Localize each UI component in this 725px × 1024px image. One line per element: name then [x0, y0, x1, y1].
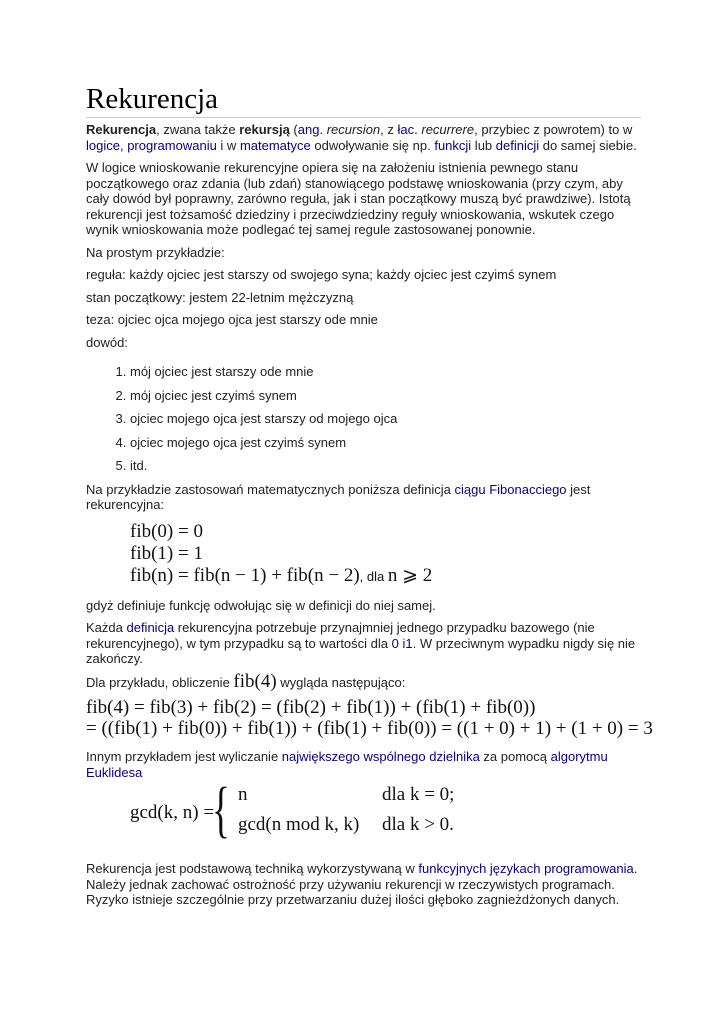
gcd-intro — [86, 749, 641, 780]
article — [86, 82, 653, 915]
link-lac[interactable]: łac. — [397, 122, 418, 137]
fib-cond-word: , dla — [359, 568, 388, 584]
term-bold: Rekurencja — [86, 122, 157, 137]
link-euclid[interactable]: algorytmu Euklidesa — [86, 749, 608, 780]
base-paragraph — [86, 620, 641, 667]
fib-definition — [130, 521, 641, 588]
text: , — [119, 137, 128, 153]
text: za pomocą — [479, 749, 551, 764]
final-paragraph — [86, 861, 641, 908]
list-item: 3. ojciec mojego ojca jest starszy od mojego ojca — [130, 411, 641, 427]
text: Rekurencja jest podstawową techniką wykorzystywaną w — [86, 861, 419, 876]
word-recurrere: recurrere — [421, 122, 475, 137]
fib-condition: n ⩾ 2 — [387, 564, 433, 586]
term-bold-2: rekursją — [239, 122, 290, 137]
gcd-cond-2: dla k > 0. — [382, 814, 454, 835]
calc-line: = ((fib(1) + fib(0)) + fib(1)) + (fib(1) + fib(0)) = ((1 + 0) + 1) + (1 + 0) = 3 — [86, 718, 653, 739]
text: , z — [380, 122, 398, 137]
fib-line: fib(0) = 0 — [130, 520, 203, 542]
fib-calculation — [86, 697, 653, 739]
link-logice[interactable]: logice — [86, 137, 120, 153]
rule-line: reguła: każdy ojciec jest starszy od swojego syna; każdy ojciec jest czyimś synem — [86, 267, 557, 282]
link-funkcji[interactable]: funkcji — [434, 137, 472, 153]
gcd-brace: { — [212, 776, 230, 844]
page-title: Rekurencja — [86, 82, 641, 118]
gcd-formula — [130, 776, 641, 849]
text: rekurencyjna potrzebuje przynajmniej jednego przypadku bazowego (nie rekurencyjnego), w tym przypadku są to wartości dla — [86, 620, 595, 651]
text: . Należy jednak zachować ostrożność przy używaniu rekurencji w rzeczywistych programach. Ryzyko istnieje szczególnie przy przetwarzaniu dużej ilości głęboko zagnieżdżonych danych. — [86, 861, 638, 907]
start-line: stan początkowy: jestem 22-letnim mężczyzną — [86, 289, 354, 305]
gcd-case-1: n — [238, 784, 248, 805]
link-programowaniu[interactable]: programowaniu — [127, 137, 217, 153]
thesis-line: teza: ojciec ojca mojego ojca jest starszy ode mnie — [86, 312, 378, 327]
list-item: 2. mój ojciec jest czyimś synem — [130, 388, 641, 404]
fib-line: fib(1) = 1 — [130, 542, 203, 564]
text: Każda — [86, 620, 127, 635]
fib-after: gdyż definiuje funkcję odwołując się w definicji do niej samej. — [86, 597, 436, 613]
link-definicji[interactable]: definicji — [495, 137, 540, 153]
text: ( — [289, 122, 298, 137]
inline-formula: fib(4) — [233, 670, 277, 692]
text: odwoływanie się np. — [310, 137, 435, 153]
text: do samej siebie. — [539, 137, 637, 153]
text: . W przeciwnym wypadku nigdy się nie zakończy. — [86, 635, 636, 666]
text: i w — [216, 137, 240, 153]
fib-intro — [86, 482, 641, 513]
link-one[interactable]: 1 — [405, 635, 413, 651]
text: i — [398, 635, 406, 651]
text: Na przykładzie zastosowań matematycznych poniższa definicja — [86, 481, 455, 497]
gcd-cond-1: dla k = 0; — [382, 784, 455, 805]
text: jest rekurencyjna: — [86, 481, 591, 512]
link-matematyce[interactable]: matematyce — [239, 137, 311, 153]
logic-paragraph: W logice wnioskowanie rekurencyjne opiera się na założeniu istnienia pewnego stanu początkowego oraz zdania (lub zdań) stanowiącego podstawę wnioskowania (przy czym, aby cały dowód był poprawny, zarówno reguła, jak i stan początkowy muszą być prawdziwe). Istotą rekurencji jest tożsamość dziedziny i przeciwdziedziny reguły wnioskowania, wskutek czego wynik wnioskowania może podlegać tej samej regule zastosowanej ponownie. — [86, 160, 631, 237]
list-item: 4. ojciec mojego ojca jest czyimś synem — [130, 435, 641, 451]
text: lub — [471, 137, 496, 153]
text: Dla przykładu, obliczenie — [86, 674, 234, 690]
gcd-lhs: gcd(k, n) = — [130, 802, 215, 823]
fib-line-recursive — [130, 565, 641, 588]
link-zero[interactable]: 0 — [391, 635, 399, 651]
gcd-case-2: gcd(n mod k, k) — [238, 814, 360, 835]
text: , zwana także — [156, 122, 240, 137]
link-functional-languages[interactable]: funkcyjnych językach programowania — [418, 861, 634, 876]
link-fibonacci[interactable]: ciągu Fibonacciego — [454, 481, 567, 497]
word-recursion: recursion — [326, 122, 381, 137]
calc-line: fib(4) = fib(3) + fib(2) = (fib(2) + fib(1)) + (fib(1) + fib(0)) — [86, 697, 536, 718]
text: Innym przykładem jest wyliczanie — [86, 749, 282, 764]
calc-intro — [86, 670, 641, 692]
link-ang[interactable]: ang. — [297, 122, 324, 137]
list-item: 5. itd. — [130, 458, 641, 474]
list-item: 1. mój ojciec jest starszy ode mnie — [130, 364, 641, 380]
link-definicja[interactable]: definicja — [126, 620, 175, 635]
fib-formula: fib(n) = fib(n − 1) + fib(n − 2) — [130, 564, 360, 586]
proof-label: dowód: — [86, 334, 128, 350]
link-gcd[interactable]: największego wspólnego dzielnika — [281, 749, 480, 764]
proof-list — [86, 364, 641, 474]
intro-paragraph — [86, 122, 641, 153]
text: wygląda następująco: — [276, 674, 406, 690]
text: , przybiec z powrotem) to w — [474, 122, 633, 137]
example-intro: Na prostym przykładzie: — [86, 244, 225, 260]
